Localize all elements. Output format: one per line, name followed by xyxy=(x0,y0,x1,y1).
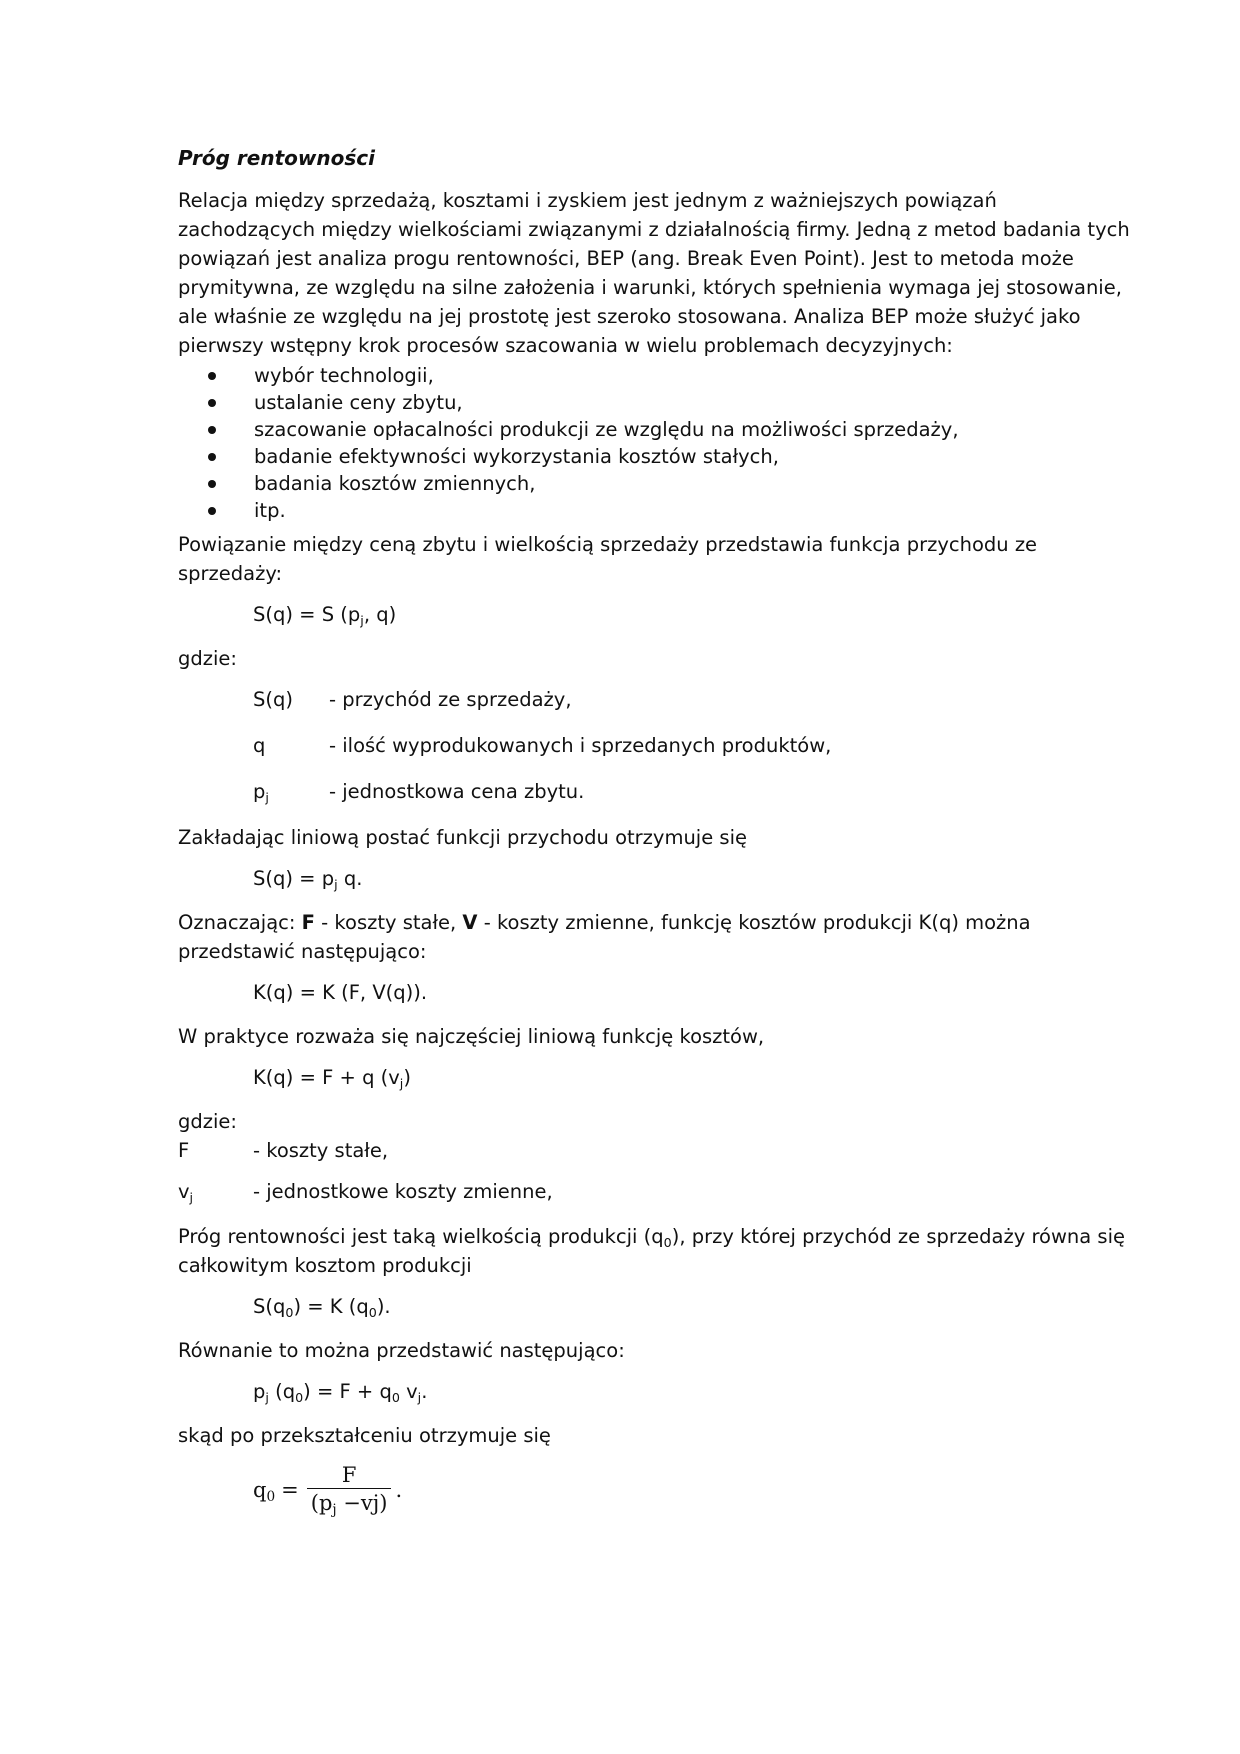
linear-cost-formula: K(q) = F + q $(v_j)$ xyxy=(253,1066,411,1091)
list-item: badanie efektywności wykorzystania kosztów stałych, xyxy=(178,443,1138,470)
bullet-icon xyxy=(208,399,216,407)
document-body xyxy=(178,143,1138,1517)
break-even-paragraph: Próg rentowności jest taką wielkością produkcji $(q_0)$, przy której przychód ze sprzedaży równa się całkowitym kosztom produkcji xyxy=(178,1225,1125,1277)
where-label: gdzie: xyxy=(178,647,237,670)
definition-row: S(q) - przychód ze sprzedaży, xyxy=(253,688,572,711)
break-even-condition-formula: $S(q_0) = K$ $(q_0)$. xyxy=(253,1295,391,1320)
break-even-quantity-formula: $q_0$ = $\frac{F}{(p_j -vj)}$ . xyxy=(253,1463,403,1519)
bullet-icon xyxy=(208,426,216,434)
list-item: badania kosztów zmiennych, xyxy=(178,470,1138,497)
list-item: itp. xyxy=(178,497,1138,524)
equation-paragraph: Równanie to można przedstawić następująco: xyxy=(178,1339,625,1362)
revenue-paragraph: Powiązanie między ceną zbytu i wielkością sprzedaży przedstawia funkcja przychodu ze sprzedaży: xyxy=(178,533,1038,585)
practice-paragraph: W praktyce rozważa się najczęściej liniową funkcję kosztów, xyxy=(178,1025,765,1048)
bullet-icon xyxy=(208,372,216,380)
definition-row: $v_j$ - jednostkowe koszty zmienne, xyxy=(178,1180,553,1205)
bullet-icon xyxy=(208,507,216,515)
definition-row: F - koszty stałe, xyxy=(178,1139,389,1162)
transform-paragraph: skąd po przekształceniu otrzymuje się xyxy=(178,1424,551,1447)
list-item: wybór technologii, xyxy=(178,362,1138,389)
costs-paragraph: Oznaczając: F - koszty stałe, V - koszty zmienne, funkcję kosztów produkcji K(q) można przedstawić następująco: xyxy=(178,911,1031,963)
definition-row: $p_j$ - jednostkowa cena zbytu. xyxy=(253,780,585,805)
bullet-icon xyxy=(208,453,216,461)
list-item: ustalanie ceny zbytu, xyxy=(178,389,1138,416)
definition-row: q - ilość wyprodukowanych i sprzedanych produktów, xyxy=(253,734,832,757)
fraction: $\frac{F}{(p_j -vj)}$ xyxy=(307,1462,392,1517)
break-even-equation-formula: $p_j$ $(q_0) = F + q_0$ $v_j$. xyxy=(253,1380,428,1405)
where-label: gdzie: xyxy=(178,1110,237,1133)
decision-problems-list xyxy=(178,362,1138,524)
list-item: szacowanie opłacalności produkcji ze względu na możliwości sprzedaży, xyxy=(178,416,1138,443)
linear-revenue-paragraph: Zakładając liniową postać funkcji przychodu otrzymuje się xyxy=(178,826,747,849)
cost-function-formula: K(q) = K (F, V(q)). xyxy=(253,981,428,1004)
bullet-icon xyxy=(208,480,216,488)
revenue-function-formula: S(q) = S ($p_j$, q) xyxy=(253,603,397,628)
linear-revenue-formula: $S(q) = p_j$ q. xyxy=(253,867,363,892)
intro-paragraph: Relacja między sprzedażą, kosztami i zyskiem jest jednym z ważniejszych powiązań zachodzących między wielkościami związanymi z działalnością firmy. Jedną z metod badania tych powiązań jest analiza progu rentowności, BEP (ang. Break Even Point). Jest to metoda może prymitywna, ze względu na silne założenia i warunki, których spełnienia wymaga jej stosowanie, ale właśnie ze względu na jej prostotę jest szeroko stosowana. Analiza BEP może służyć jako pierwszy wstępny krok procesów szacowania w wielu problemach decyzyjnych: xyxy=(178,189,1130,357)
section-title: Próg rentowności xyxy=(178,146,375,170)
